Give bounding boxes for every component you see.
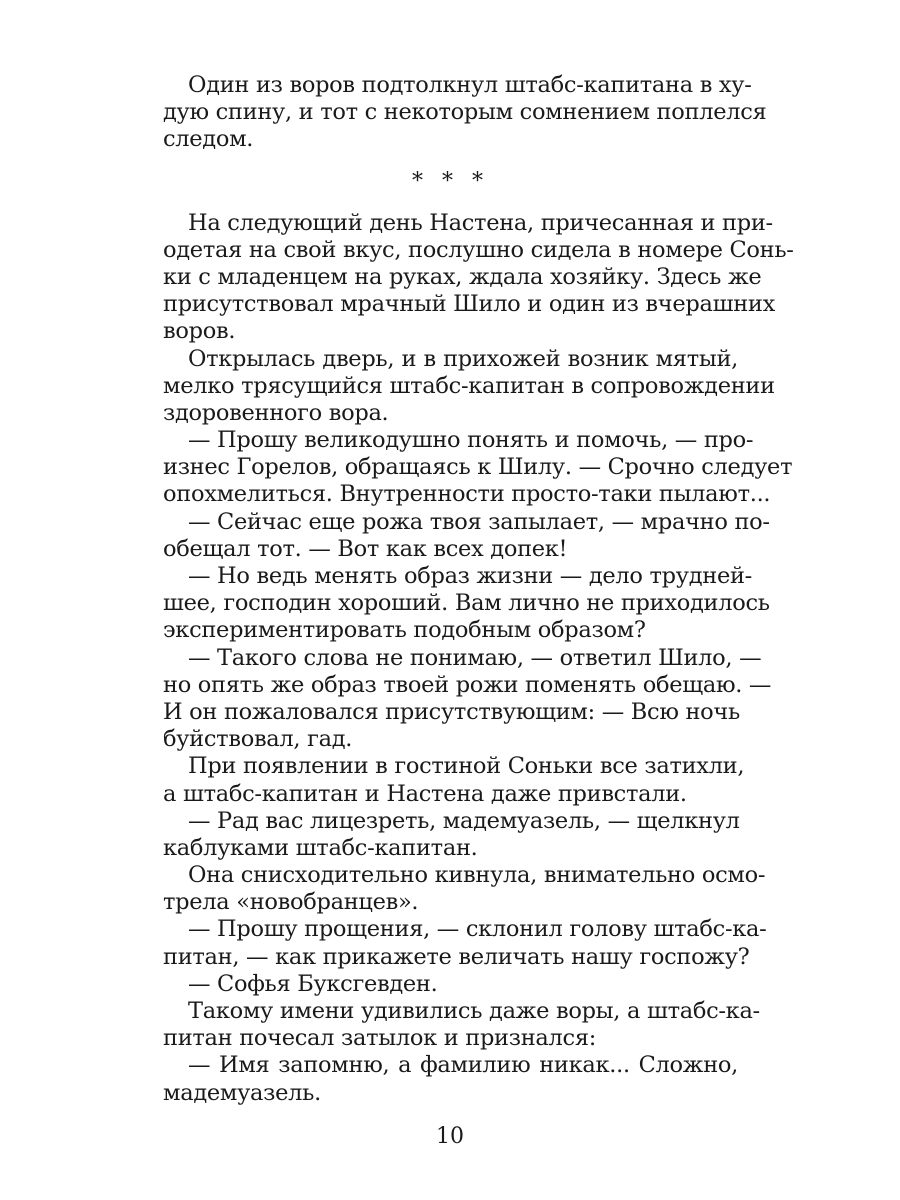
text-line: изнес Горелов, обращаясь к Шилу. — Срочно следует [163,454,793,481]
text-line: питан, — как прикажете величать нашу госпожу? [163,943,750,970]
text-line: здоровенного вора. [163,399,389,426]
text-line: следом. [163,126,254,153]
text-line: мадемуазель. [163,1079,321,1106]
text-line: Открылась дверь, и в прихожей возник мятый, [188,345,738,372]
text-line: но опять же образ твоей рожи поменять обещаю. — [163,671,772,698]
text-line: воров. [163,318,236,345]
text-line: ки с младенцем на руках, ждала хозяйку. Здесь же [163,263,762,290]
text-line: экспериментировать подобным образом? [163,617,646,644]
text-line: обещал тот. — Вот как всех допек! [163,535,568,562]
text-line: На следующий день Настена, причесанная и при- [188,209,773,236]
text-line: мелко трясущийся штабс-капитан в сопровождении [163,372,775,399]
text-line: питан почесал затылок и признался: [163,1025,596,1052]
text-line: буйствовал, гад. [163,726,353,753]
text-line: Такому имени удивились даже воры, а штабс-ка- [188,998,760,1024]
text-line: дую спину, и тот с некоторым сомнением поплелся [163,99,767,126]
text-line: При появлении в гостиной Соньки все затихли, [188,753,745,780]
text-line: — Сейчас еще рожа твоя запылает, — мрачно по- [188,508,770,535]
text-line: — Имя запомню, а фамилию никак... Сложно, [188,1052,738,1079]
text-line: Она снисходительно кивнула, внимательно осмо- [188,862,766,889]
text-line: — Такого слова не понимаю, — ответил Шило, — [188,644,762,671]
text-line: трела «новобранцев». [163,889,419,916]
text-line: шее, господин хороший. Вам лично не приходилось [163,590,770,617]
text-line: одетая на свой вкус, послушно сидела в номере Сонь- [163,236,794,263]
text-line: Один из воров подтолкнул штабс-капитана в ху- [188,72,752,98]
page-number: 10 [436,1124,464,1149]
text-line: опохмелиться. Внутренности просто-таки пылают... [163,481,771,508]
section-separator: * * * [412,168,489,194]
text-line: — Прошу великодушно понять и помочь, — про- [188,427,754,454]
text-line: — Рад вас лицезреть, мадемуазель, — щелкнул [188,807,740,834]
text-line: присутствовал мрачный Шило и один из вчерашних [163,291,775,318]
text-line: И он пожаловался присутствующим: — Всю ночь [163,698,740,725]
text-line: каблуками штабс-капитан. [163,834,478,861]
body-text [163,72,794,1107]
text-line: — Прошу прощения, — склонил голову штабс-ка- [188,916,767,943]
text-line: — Софья Буксгевден. [188,970,438,997]
text-line: — Но ведь менять образ жизни — дело трудней- [188,563,752,589]
text-line: а штабс-капитан и Настена даже привстали. [163,780,687,807]
